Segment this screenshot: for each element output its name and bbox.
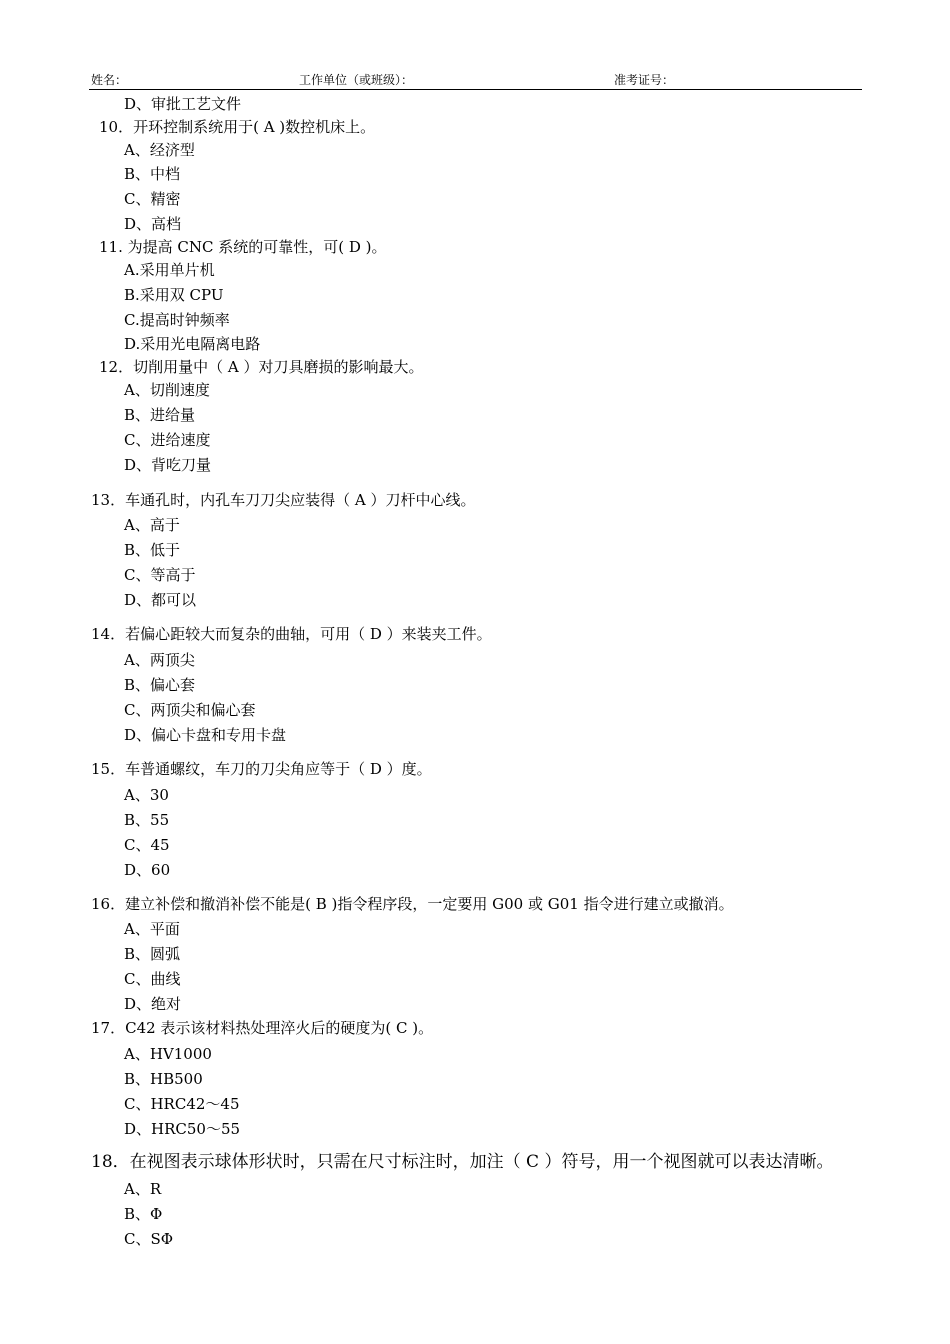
q17-option-a: A、HV1000 — [124, 1045, 212, 1063]
q15-option-c: C、45 — [124, 836, 170, 854]
q14-option-a: A、两顶尖 — [124, 651, 195, 669]
question-18: 18．在视图表示球体形状时，只需在尺寸标注时，加注（ C ）符号，用一个视图就可以表达清晰。 — [91, 1152, 834, 1172]
q14-option-b: B、偏心套 — [124, 676, 196, 694]
q10-option-d: D、高档 — [124, 215, 182, 233]
q15-option-a: A、30 — [124, 786, 169, 804]
q13-option-c: C、等高于 — [124, 566, 196, 584]
question-14: 14．若偏心距较大而复杂的曲轴，可用（ D ）来装夹工件。 — [91, 625, 492, 643]
question-13: 13．车通孔时，内孔车刀刀尖应装得（ A ）刀杆中心线。 — [91, 491, 476, 509]
q18-option-c: C、SΦ — [124, 1230, 174, 1248]
q17-option-c: C、HRC42～45 — [124, 1095, 240, 1113]
question-16: 16．建立补偿和撤消补偿不能是( B )指令程序段，一定要用 G00 或 G01 指令进行建立或撤消。 — [91, 895, 734, 913]
question-12: 12．切削用量中（ A ）对刀具磨损的影响最大。 — [99, 358, 424, 376]
q10-option-b: B、中档 — [124, 165, 181, 183]
q18-option-b: B、Φ — [124, 1205, 163, 1223]
q11-option-c: C.提高时钟频率 — [124, 311, 230, 329]
question-10: 10．开环控制系统用于( A )数控机床上。 — [99, 118, 376, 136]
q16-option-b: B、圆弧 — [124, 945, 181, 963]
question-17: 17．C42 表示该材料热处理淬火后的硬度为( C )。 — [91, 1019, 434, 1037]
q10-option-a: A、经济型 — [124, 141, 195, 159]
q15-option-b: B、55 — [124, 811, 170, 829]
q17-option-d: D、HRC50～55 — [124, 1120, 241, 1138]
exam-id-label: 准考证号： — [614, 73, 675, 87]
q18-option-a: A、R — [124, 1180, 162, 1198]
q17-option-b: B、HB500 — [124, 1070, 203, 1088]
q11-option-a: A.采用单片机 — [124, 261, 215, 279]
q11-option-b: B.采用双 CPU — [124, 286, 224, 304]
q12-option-d: D、背吃刀量 — [124, 456, 212, 474]
q13-option-d: D、都可以 — [124, 591, 197, 609]
q16-option-d: D、绝对 — [124, 995, 182, 1013]
q16-option-a: A、平面 — [124, 920, 180, 938]
q13-option-a: A、高于 — [124, 516, 180, 534]
q15-option-d: D、60 — [124, 861, 171, 879]
question-15: 15．车普通螺纹，车刀的刀尖角应等于（ D ）度。 — [91, 760, 432, 778]
q9-option-d: D、审批工艺文件 — [124, 95, 242, 113]
q12-option-c: C、进给速度 — [124, 431, 211, 449]
q12-option-a: A、切削速度 — [124, 381, 210, 399]
q10-option-c: C、精密 — [124, 190, 181, 208]
q16-option-c: C、曲线 — [124, 970, 181, 988]
q14-option-d: D、偏心卡盘和专用卡盘 — [124, 726, 287, 744]
question-11: 11. 为提高 CNC 系统的可靠性，可( D )。 — [99, 238, 387, 256]
unit-label: 工作单位（或班级）： — [299, 73, 414, 87]
name-label: 姓名： — [91, 73, 128, 87]
q11-option-d: D.采用光电隔离电路 — [124, 335, 261, 353]
q13-option-b: B、低于 — [124, 541, 181, 559]
q14-option-c: C、两顶尖和偏心套 — [124, 701, 256, 719]
q12-option-b: B、进给量 — [124, 406, 196, 424]
